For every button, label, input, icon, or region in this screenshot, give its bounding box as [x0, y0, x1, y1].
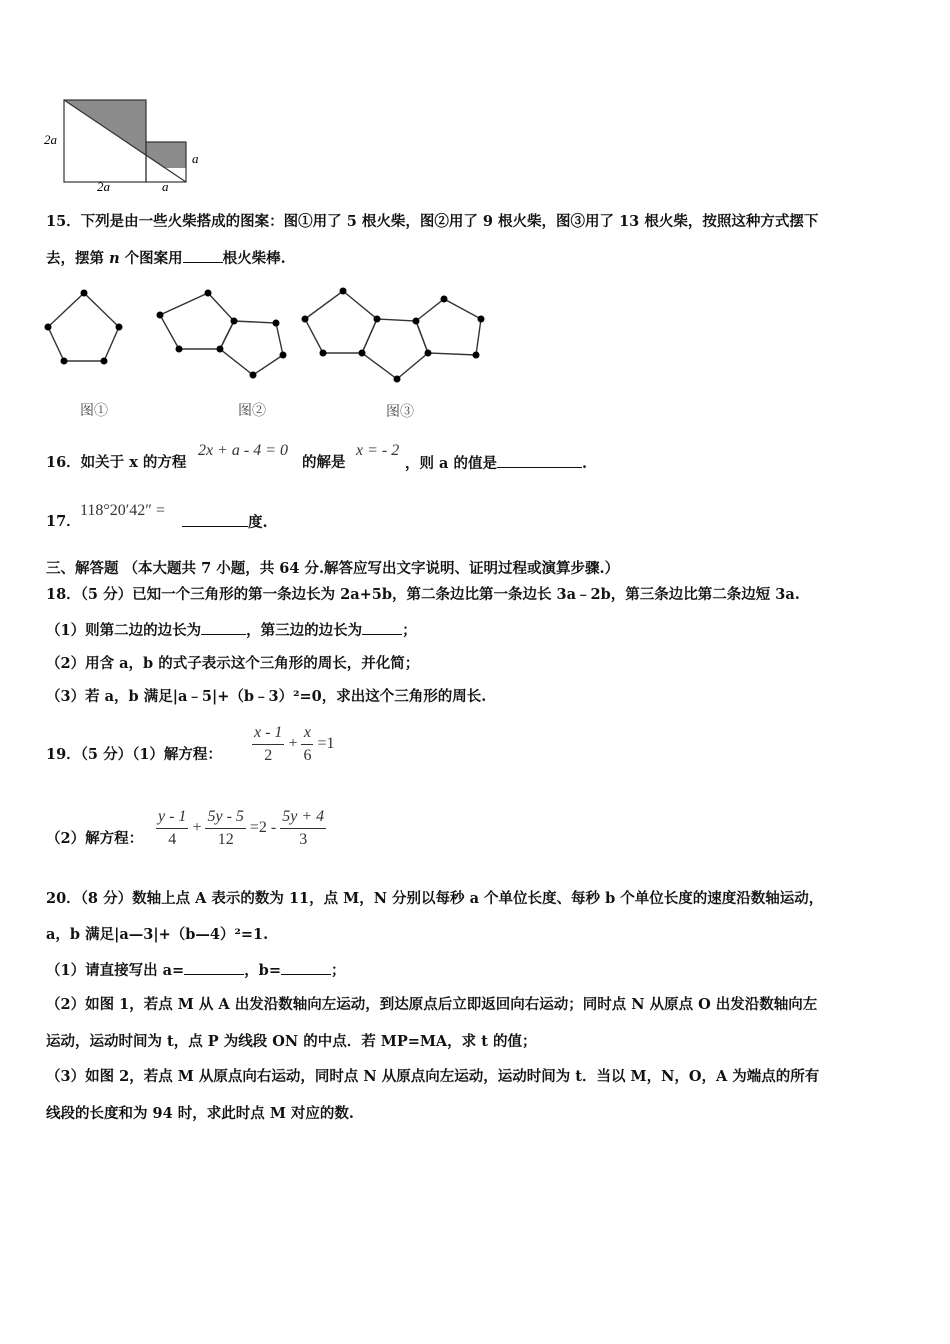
q16-solution: x = - 2: [356, 442, 400, 459]
fig3-caption: 图③: [386, 405, 414, 420]
q19-eq1-num2: x: [301, 722, 313, 745]
q16-end: .: [582, 455, 588, 472]
label-right: a: [192, 151, 199, 166]
q16-suffix: ，则 a 的值是: [405, 455, 497, 472]
q20-sub3-line1: （3）如图 2，若点 M 从原点向右运动，同时点 N 从原点向左运动，运动时间为 t．当以 M，N，O，A 为端点的所有: [46, 1068, 820, 1085]
q18-sub1: [46, 620, 417, 641]
q18-sub3: （3）若 a，b 满足|a﹣5|+（b﹣3）²=0，求出这个三角形的周长.: [46, 688, 487, 705]
fig3-pentagon-right: [416, 299, 481, 355]
q16-answer-blank: [497, 453, 582, 468]
q19-eq2-num1: y - 1: [156, 806, 188, 829]
q19-eq1-den2: 6: [303, 747, 312, 764]
q17-answer-blank: [182, 512, 248, 527]
q18-sub2: （2）用含 a，b 的式子表示这个三角形的周长，并化简；: [46, 655, 420, 672]
q17-expr: 118°20′42″ =: [80, 502, 165, 519]
q20-sub3-line2: 线段的长度和为 94 时，求此时点 M 对应的数.: [46, 1105, 354, 1122]
matchstick-figures: [40, 285, 500, 425]
q15-line1: 15．下列是由一些火柴搭成的图案：图①用了 5 根火柴，图②用了 9 根火柴，图③用了 13 根火柴，按照这种方式摆下: [46, 213, 819, 230]
label-bottom-right: a: [162, 179, 169, 192]
q19-eq2-num3: 5y + 4: [280, 806, 326, 829]
shaded-region: [64, 100, 186, 168]
q18-line1: 18．（5 分）已知一个三角形的第一条边长为 2a+5b，第二条边比第一条边长 3a﹣2b，第三条边比第二条边短 3a.: [46, 586, 800, 603]
fig2-caption: 图②: [238, 404, 266, 419]
q20-blank-b: [281, 960, 331, 975]
q19-eq1: [252, 722, 335, 767]
section3-title: 三、解答题 （本大题共 7 小题，共 64 分.解答应写出文字说明、证明过程或演算步骤.）: [46, 560, 620, 577]
q19-prefix2: （2）解方程：: [46, 830, 144, 847]
q16-prefix: 16．如关于 x 的方程: [46, 454, 187, 471]
q20-line1: 20．（8 分）数轴上点 A 表示的数为 11，点 M，N 分别以每秒 a 个单位长度、每秒 b 个单位长度的速度沿数轴运动，: [46, 890, 824, 907]
q19-eq2: [156, 806, 326, 851]
q18-sub1-b: ，第三边的边长为: [246, 622, 363, 639]
q19-eq2-mid: =2 -: [249, 819, 277, 837]
q17-prefix: 17．: [46, 513, 81, 530]
fig1-pentagon: [48, 293, 119, 361]
q20-line2: a，b 满足|a—3|+（b—4）²=1.: [46, 926, 269, 943]
q15-answer-blank: [183, 248, 223, 263]
q18-sub1-c: ；: [402, 622, 417, 639]
q20-blank-a: [184, 960, 244, 975]
q20-sub1-c: ；: [330, 962, 346, 979]
q19-eq2-num2: 5y - 5: [205, 806, 245, 829]
q20-sub1: [46, 960, 345, 981]
q19-eq2-den1: 4: [168, 831, 177, 848]
q17-suffix: 度.: [248, 514, 268, 531]
q18-blank1: [201, 620, 246, 635]
q19-eq1-rhs: =1: [317, 735, 335, 753]
q18-sub1-a: （1）则第二边的边长为: [46, 622, 202, 639]
q18-blank2: [362, 620, 402, 635]
q20-sub2-line1: （2）如图 1，若点 M 从 A 出发沿数轴向左运动，到达原点后立即返回向右运动；同时点 N 从原点 O 出发沿数轴向左: [46, 996, 818, 1013]
q16-tail: [405, 453, 587, 474]
label-bottom: 2a: [97, 179, 110, 192]
q15-line2-a: 去，摆第: [46, 250, 110, 267]
q15-n: n: [109, 250, 120, 267]
q20-sub1-b: ，b=: [244, 962, 281, 979]
q19-eq1-op: +: [288, 735, 298, 753]
q20-sub2-line2: 运动，运动时间为 t，点 P 为线段 ON 的中点．若 MP=MA，求 t 的值；: [46, 1033, 537, 1050]
fig2-pentagon-left: [160, 293, 234, 349]
q15-line2: [46, 248, 286, 269]
q20-sub1-a: （1）请直接写出 a=: [46, 962, 185, 979]
square-figure: [40, 92, 210, 192]
q19-eq2-op: +: [192, 819, 202, 837]
q17-tail: [182, 512, 268, 533]
q19-eq2-den2: 12: [217, 831, 234, 848]
q15-line2-b: 个图案用: [119, 250, 183, 267]
q15-line2-c: 根火柴棒.: [222, 250, 286, 267]
q19-eq2-den3: 3: [299, 831, 308, 848]
q16-middle: 的解是: [302, 454, 346, 471]
q19-eq1-den1: 2: [264, 747, 273, 764]
label-left: 2a: [44, 132, 57, 147]
q19-prefix: 19．（5 分）（1）解方程：: [46, 746, 222, 763]
q19-eq1-num1: x - 1: [252, 722, 284, 745]
fig1-caption: 图①: [80, 404, 108, 419]
fig2-pentagon-right: [220, 321, 283, 375]
q16-equation: 2x + a - 4 = 0: [198, 442, 289, 459]
